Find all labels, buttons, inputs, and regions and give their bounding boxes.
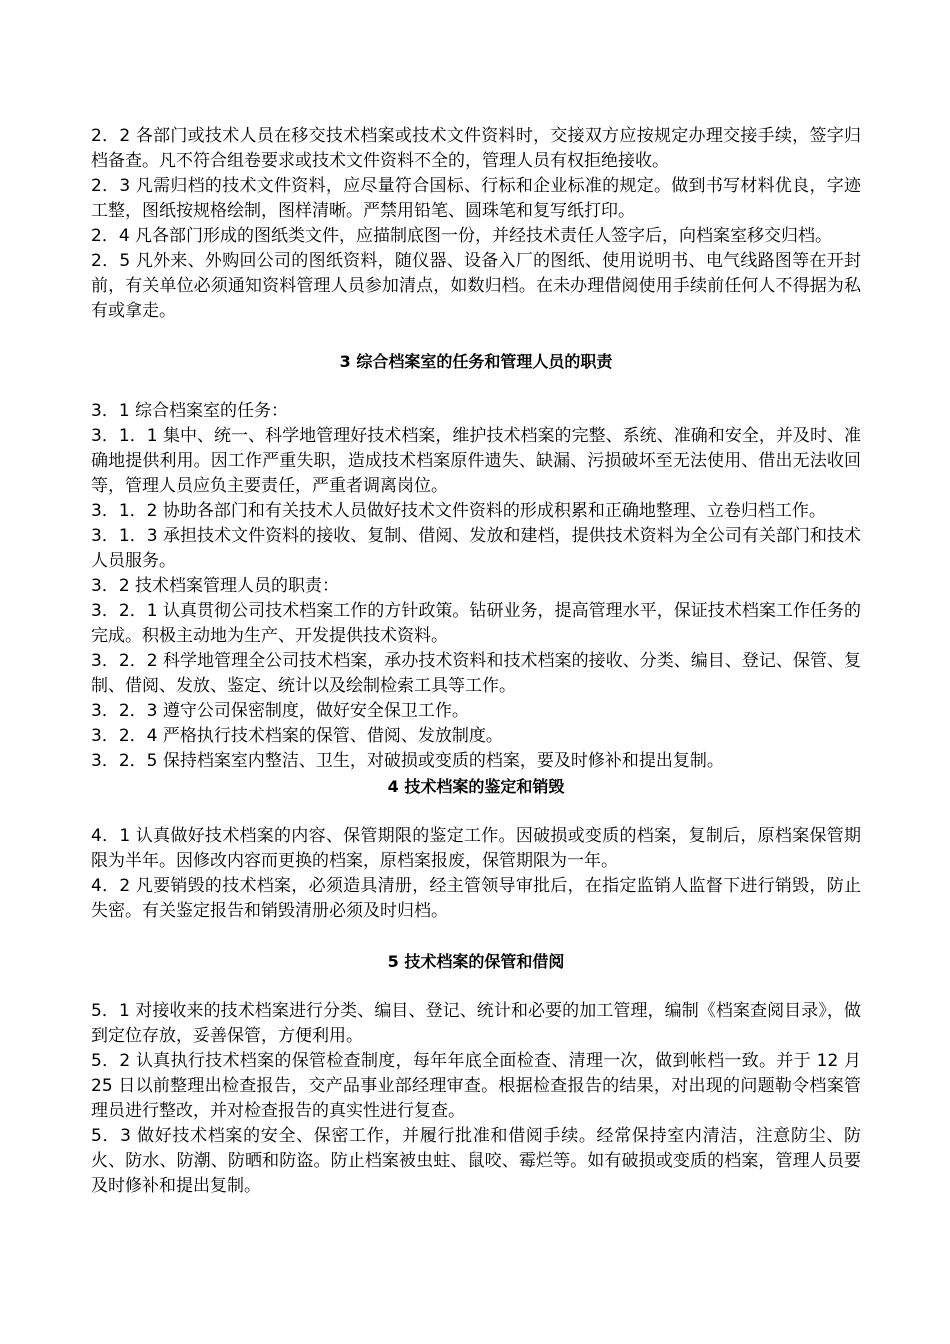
paragraph-2-3: 2．3 凡需归档的技术文件资料，应尽量符合国标、行标和企业标准的规定。做到书写材料优良，字迹工整，图纸按规格绘制，图样清晰。严禁用铅笔、圆珠笔和复写纸打印。 [91, 176, 861, 221]
spacer [91, 324, 861, 349]
paragraph-3-1-3: 3．1．3 承担技术文件资料的接收、复制、借阅、发放和建档，提供技术资料为全公司有关部门和技术人员服务。 [91, 526, 861, 571]
paragraph-3-2-2: 3．2．2 科学地管理全公司技术档案，承办技术资料和技术档案的接收、分类、编目、登记、保管、复制、借阅、发放、鉴定、统计以及绘制检索工具等工作。 [91, 651, 861, 696]
paragraph-3-2: 3．2 技术档案管理人员的职责： [91, 576, 340, 596]
spacer [91, 924, 861, 949]
paragraph-3-2-3: 3．2．3 遵守公司保密制度，做好安全保卫工作。 [91, 701, 469, 721]
paragraph-5-2: 5．2 认真执行技术档案的保管检查制度，每年年底全面检查、清理一次，做到帐档一致。并于 12 月 25 日以前整理出检查报告，交产品事业部经理审查。根据检查报告的结果，对出现的问题勒令档案管理员进行整改，并对检查报告的真实性进行复查。 [91, 1051, 861, 1121]
spacer [91, 799, 861, 824]
paragraph-3-2-4: 3．2．4 严格执行技术档案的保管、借阅、发放制度。 [91, 726, 503, 746]
spacer [91, 374, 861, 399]
paragraph-5-3: 5．3 做好技术档案的安全、保密工作，并履行批准和借阅手续。经常保持室内清洁，注意防尘、防火、防水、防潮、防晒和防盗。防止档案被虫蛀、鼠咬、霉烂等。如有破损或变质的档案，管理人员要及时修补和提出复制。 [91, 1126, 861, 1196]
document-body [91, 124, 861, 1199]
paragraph-2-4: 2．4 凡各部门形成的图纸类文件，应描制底图一份，并经技术责任人签字后，向档案室移交归档。 [91, 226, 833, 246]
paragraph-4-1: 4．1 认真做好技术档案的内容、保管期限的鉴定工作。因破损或变质的档案，复制后，原档案保管期限为半年。因修改内容而更换的档案，原档案报废，保管期限为一年。 [91, 826, 861, 871]
section-4-heading: 4 技术档案的鉴定和销毁 [387, 777, 565, 796]
paragraph-3-2-5: 3．2．5 保持档案室内整洁、卫生，对破损或变质的档案，要及时修补和提出复制。 [91, 751, 724, 771]
paragraph-5-1: 5．1 对接收来的技术档案进行分类、编目、登记、统计和必要的加工管理，编制《档案查阅目录》，做到定位存放，妥善保管，方便利用。 [91, 1001, 861, 1046]
paragraph-4-2: 4．2 凡要销毁的技术档案，必须造具清册，经主管领导审批后，在指定监销人监督下进行销毁，防止失密。有关鉴定报告和销毁清册必须及时归档。 [91, 876, 861, 921]
section-3-heading: 3 综合档案室的任务和管理人员的职责 [339, 352, 613, 371]
section-5-heading: 5 技术档案的保管和借阅 [387, 952, 565, 971]
paragraph-2-5: 2．5 凡外来、外购回公司的图纸资料，随仪器、设备入厂的图纸、使用说明书、电气线路图等在开封前，有关单位必须通知资料管理人员参加清点，如数归档。在未办理借阅使用手续前任何人不得据为私有或拿走。 [91, 251, 861, 321]
spacer [91, 974, 861, 999]
paragraph-2-2: 2．2 各部门或技术人员在移交技术档案或技术文件资料时，交接双方应按规定办理交接手续，签字归档备查。凡不符合组卷要求或技术文件资料不全的，管理人员有权拒绝接收。 [91, 126, 861, 171]
paragraph-3-1-1: 3．1．1 集中、统一、科学地管理好技术档案，维护技术档案的完整、系统、准确和安全，并及时、准确地提供利用。因工作严重失职，造成技术档案原件遗失、缺漏、污损破坏至无法使用、借出无法收回等，管理人员应负主要责任，严重者调离岗位。 [91, 426, 861, 496]
paragraph-3-1-2: 3．1．2 协助各部门和有关技术人员做好技术文件资料的形成积累和正确地整理、立卷归档工作。 [91, 501, 826, 521]
paragraph-3-1: 3．1 综合档案室的任务： [91, 401, 289, 421]
paragraph-3-2-1: 3．2．1 认真贯彻公司技术档案工作的方针政策。钻研业务，提高管理水平，保证技术档案工作任务的完成。积极主动地为生产、开发提供技术资料。 [91, 601, 861, 646]
